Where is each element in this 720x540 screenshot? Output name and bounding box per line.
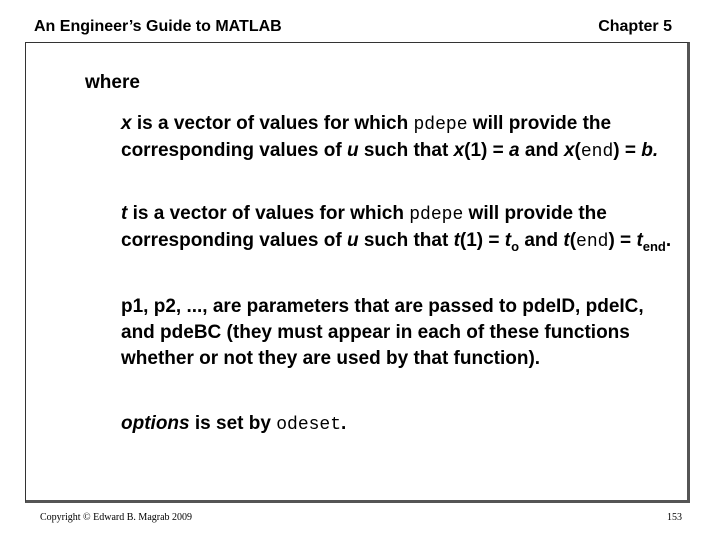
t-end-subscript: end bbox=[642, 239, 666, 254]
x-text-6: ( bbox=[574, 140, 581, 161]
x-var: x bbox=[121, 113, 132, 134]
t-last-var: t bbox=[563, 230, 570, 251]
document-title: An Engineer’s Guide to MATLAB bbox=[34, 18, 282, 35]
t-text-4: (1) = bbox=[459, 230, 505, 251]
x-a-var: a bbox=[509, 140, 520, 161]
options-text-1: is set by bbox=[189, 413, 277, 434]
x-first-var: x bbox=[453, 140, 465, 161]
options-definition bbox=[121, 411, 681, 438]
x-code-pdepe: pdepe bbox=[413, 115, 468, 135]
x-text-4: (1) = bbox=[464, 140, 510, 161]
params-definition: p1, p2, ..., are parameters that are passed to pdeID, pdeIC, and pdeBC (they must appear in each of these functions whether or not they are used by that function). bbox=[121, 296, 644, 369]
chapter-label: Chapter 5 bbox=[598, 18, 672, 35]
options-code-odeset: odeset bbox=[276, 415, 342, 435]
t-end-var: t bbox=[636, 230, 643, 251]
x-u-var: u bbox=[346, 140, 359, 161]
x-text-3: such that bbox=[358, 140, 454, 161]
t-definition bbox=[121, 201, 681, 260]
t-zero-var: t bbox=[504, 230, 512, 251]
t-var: t bbox=[121, 203, 128, 224]
options-var: options bbox=[121, 413, 190, 434]
t-zero-subscript: o bbox=[511, 239, 520, 254]
x-b-var: b. bbox=[641, 140, 659, 161]
x-text-1: is a vector of values for which bbox=[131, 113, 414, 134]
t-text-3: such that bbox=[358, 230, 454, 251]
t-text-5: and bbox=[519, 230, 564, 251]
x-definition bbox=[121, 111, 681, 165]
t-text-7: ) = bbox=[608, 230, 637, 251]
x-text-7: ) = bbox=[613, 140, 642, 161]
options-text-2: . bbox=[341, 413, 347, 434]
t-text-6: ( bbox=[569, 230, 577, 251]
t-code-end: end bbox=[576, 232, 609, 252]
x-text-2: will provide the corresponding values of bbox=[121, 113, 612, 161]
t-text-8: . bbox=[665, 230, 672, 251]
where-label: where bbox=[85, 72, 140, 93]
t-u-var: u bbox=[346, 230, 359, 251]
x-last-var: x bbox=[563, 140, 575, 161]
t-text-2: will provide the corresponding values of bbox=[121, 203, 607, 251]
copyright-notice: Copyright © Edward B. Magrab 2009 bbox=[40, 512, 193, 523]
t-first-var: t bbox=[453, 230, 460, 251]
t-code-pdepe: pdepe bbox=[409, 205, 464, 225]
page-number: 153 bbox=[667, 512, 682, 523]
x-text-5: and bbox=[519, 140, 564, 161]
t-text-1: is a vector of values for which bbox=[127, 203, 410, 224]
x-code-end: end bbox=[580, 142, 614, 162]
